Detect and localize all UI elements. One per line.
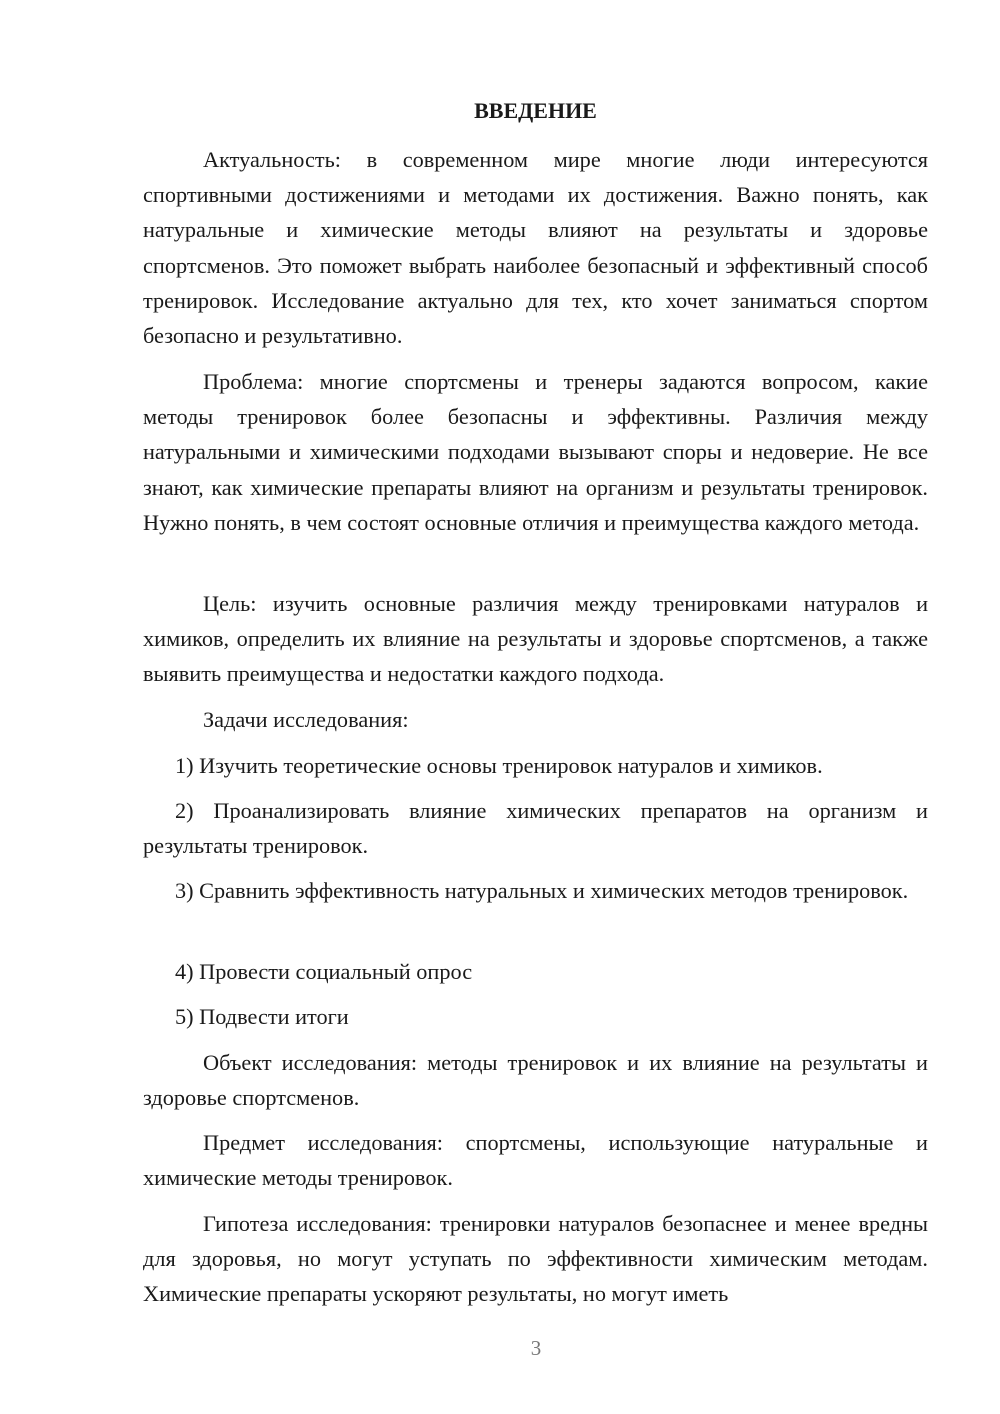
task-item-4: 4) Провести социальный опрос [175,959,473,984]
tasks-intro: Задачи исследования: [203,707,409,732]
task-item-5: 5) Подвести итоги [175,1004,349,1029]
relevance-paragraph: Актуальность: в современном мире многие люди интересуются спортивными достижениями и методами их достижения. Важно понять, как натуральные и химические методы влияют на результаты и здоровье спортсменов. Это поможет выбрать наиболее безопасный и эффективный способ тренировок. Исследование актуально для тех, кто хочет заниматься спортом безопасно и результативно. [143,147,928,349]
subject-paragraph: Предмет исследования: спортсмены, использующие натуральные и химические методы тренировок. [143,1130,928,1191]
task-item-1: 1) Изучить теоретические основы тренировок натуралов и химиков. [175,753,823,778]
section-heading: ВВЕДЕНИЕ [474,98,597,123]
hypothesis-paragraph: Гипотеза исследования: тренировки натуралов безопаснее и менее вредны для здоровья, но могут уступать по эффективности химическим методам. Химические препараты ускоряют результаты, но могут иметь [143,1211,928,1307]
object-paragraph: Объект исследования: методы тренировок и их влияние на результаты и здоровье спортсменов. [143,1050,928,1111]
problem-paragraph: Проблема: многие спортсмены и тренеры задаются вопросом, какие методы тренировок более безопасны и эффективны. Различия между натуральными и химическими подходами вызывают споры и недоверие. Не все знают, как химические препараты влияют на организм и результаты тренировок. Нужно понять, в чем состоят основные отличия и преимущества каждого метода. [143,369,928,535]
task-item-2: 2) Проанализировать влияние химических препаратов на организм и результаты тренировок. [143,798,928,859]
page-number: 3 [530,1336,542,1360]
task-item-3: 3) Сравнить эффективность натуральных и химических методов тренировок. [175,878,909,903]
goal-paragraph: Цель: изучить основные различия между тренировками натуралов и химиков, определить их влияние на результаты и здоровье спортсменов, а также выявить преимущества и недостатки каждого подхода. [143,591,928,687]
